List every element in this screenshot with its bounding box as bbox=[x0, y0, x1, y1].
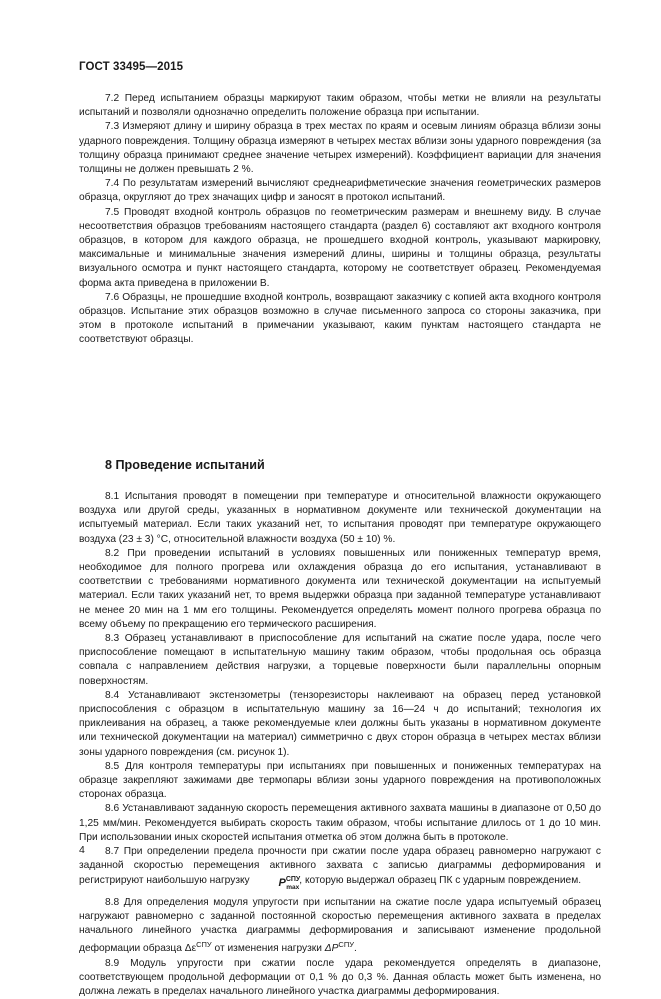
paragraph-8-7 bbox=[79, 845, 601, 896]
paragraph-7-3: 7.3 Измеряют длину и ширину образца в трех местах по краям и осевым линиям образца вблизи зоны ударного повреждения. Толщину образца измеряют в четырех местах вблизи зоны ударного повреждения (за толщину образца принимают среднее значение четырех измерений). Коэффициент вариации для значения толщины не должен превышать 2 %. bbox=[79, 120, 601, 177]
document-header: ГОСТ 33495—2015 bbox=[79, 61, 183, 73]
paragraph-7-6: 7.6 Образцы, не прошедшие входной контроль, возвращают заказчику с копией акта входного контроля образцов. Испытание этих образцов возможно в случае письменного запроса со стороны заказчика, при этом в протоколе испытаний в примечании указывают, каким пунктам настоящего стандарта не соответствуют образцы. bbox=[79, 291, 601, 348]
paragraph-7-5: 7.5 Проводят входной контроль образцов по геометрическим размерам и внешнему виду. В случае несоответствия образцов требованиям настоящего стандарта (раздел 6) составляют акт входного контроля образцов, в котором для каждого образца, не прошедшего входной контроль, указывают маркировку, максимальные и минимальные значения измерений длины, ширины и толщины образца, результаты визуального осмотра и пункт настоящего стандарта, которому не соответствует образец. Рекомендуемая форма акта приведена в приложении В. bbox=[79, 206, 601, 291]
delta-epsilon-superscript: СПУ bbox=[196, 940, 212, 949]
paragraph-8-8-end: . bbox=[354, 943, 357, 954]
delta-p-superscript: СПУ bbox=[338, 940, 354, 949]
paragraph-8-1: 8.1 Испытания проводят в помещении при температуре и относительной влажности окружающего воздуха или другой среды, указанных в нормативном документе или технической документации на испытуемый материал. Если таких указаний нет, то испытания проводят при температуре окружающего воздуха (23 ± 3) °С, относительной влажности воздуха (50 ± 10) %. bbox=[79, 490, 601, 547]
paragraph-8-3: 8.3 Образец устанавливают в приспособление для испытаний на сжатие после удара, после чего приспособление помещают в испытательную машину таким образом, чтобы продольная ось образца совпала с направлением действия нагрузки, а торцевые поверхности были параллельны опорным поверхностям. bbox=[79, 632, 601, 689]
formula-p-max bbox=[252, 873, 299, 895]
page-number: 4 bbox=[79, 844, 85, 856]
section-7-text bbox=[79, 92, 601, 348]
formula-superscript: СПУ bbox=[286, 876, 300, 883]
delta-p: ΔP bbox=[325, 943, 339, 954]
formula-subscript: max bbox=[286, 884, 299, 891]
paragraph-8-8-mid: от изменения нагрузки bbox=[212, 943, 325, 954]
paragraph-8-4: 8.4 Устанавливают экстензометры (тензорезисторы наклеивают на образец перед установкой приспособления с образцом в испытательную машину за 16—24 ч до испытаний; технология их приклеивания на образец, а также рекомендуемые клеи должны быть указаны в нормативном документе или технической документации на материал) симметрично с двух сторон образца в четырех местах вблизи зоны ударного повреждения (см. рисунок 1). bbox=[79, 689, 601, 760]
formula-symbol: P bbox=[278, 877, 285, 889]
paragraph-8-8-text: 8.8 Для определения модуля упругости при испытании на сжатие после удара испытуемый образец нагружают равномерно с заданной постоянной скоростью перемещения активного захвата в пределах начального линейного участка диаграммы деформирования и записывают изменение продольной деформации образца bbox=[79, 897, 601, 955]
delta-epsilon: Δε bbox=[185, 943, 196, 954]
paragraph-7-4: 7.4 По результатам измерений вычисляют среднеарифметические значения геометрических размеров образца, округляют до трех значащих цифр и заносят в протокол испытаний. bbox=[79, 177, 601, 205]
paragraph-8-9: 8.9 Модуль упругости при сжатии после удара рекомендуется определять в диапазоне, соответствующем продольной деформации от 0,1 % до 0,3 %. Данная область может быть изменена, но должна лежать в пределах начального линейного участка диаграммы деформирования. bbox=[79, 957, 601, 999]
paragraph-8-7-tail: , которую выдержал образец ПК с ударным повреждением. bbox=[299, 875, 581, 886]
paragraph-8-8 bbox=[79, 896, 601, 957]
paragraph-8-7-text: 8.7 При определении предела прочности при сжатии после удара образец равномерно нагружают с заданной скоростью перемещения активного захвата с записью диаграммы деформирования и регистрируют наибольшую нагрузку bbox=[79, 846, 601, 886]
paragraph-8-2: 8.2 При проведении испытаний в условиях повышенных или пониженных температур время, необходимое для полного прогрева или охлаждения образца до его испытания, устанавливают в соответствии с требованиями нормативного документа или технической документации на испытуемый материал. Если таких указаний нет, то время выдержки образца при заданной температуре устанавливают не менее 20 мин на 1 мм его толщины. Рекомендуется определять момент полного прогрева образца по всему объему по прекращению его термического расширения. bbox=[79, 547, 601, 632]
paragraph-8-6: 8.6 Устанавливают заданную скорость перемещения активного захвата машины в диапазоне от 0,50 до 1,25 мм/мин. Рекомендуется выбирать скорость таким образом, чтобы испытание длилось от 1 до 10 мин. При использовании иных скоростей испытания отметка об этом должна быть в протоколе. bbox=[79, 802, 601, 845]
section-8-title: 8 Проведение испытаний bbox=[105, 458, 265, 472]
section-8-text bbox=[79, 490, 601, 999]
paragraph-7-2: 7.2 Перед испытанием образцы маркируют таким образом, чтобы метки не влияли на результаты испытаний и позволяли однозначно определить положение образца при испытании. bbox=[79, 92, 601, 120]
paragraph-8-5: 8.5 Для контроля температуры при испытаниях при повышенных и пониженных температурах на образце закрепляют зажимами две термопары вблизи зоны ударного повреждения на противоположных сторонах образца. bbox=[79, 760, 601, 803]
